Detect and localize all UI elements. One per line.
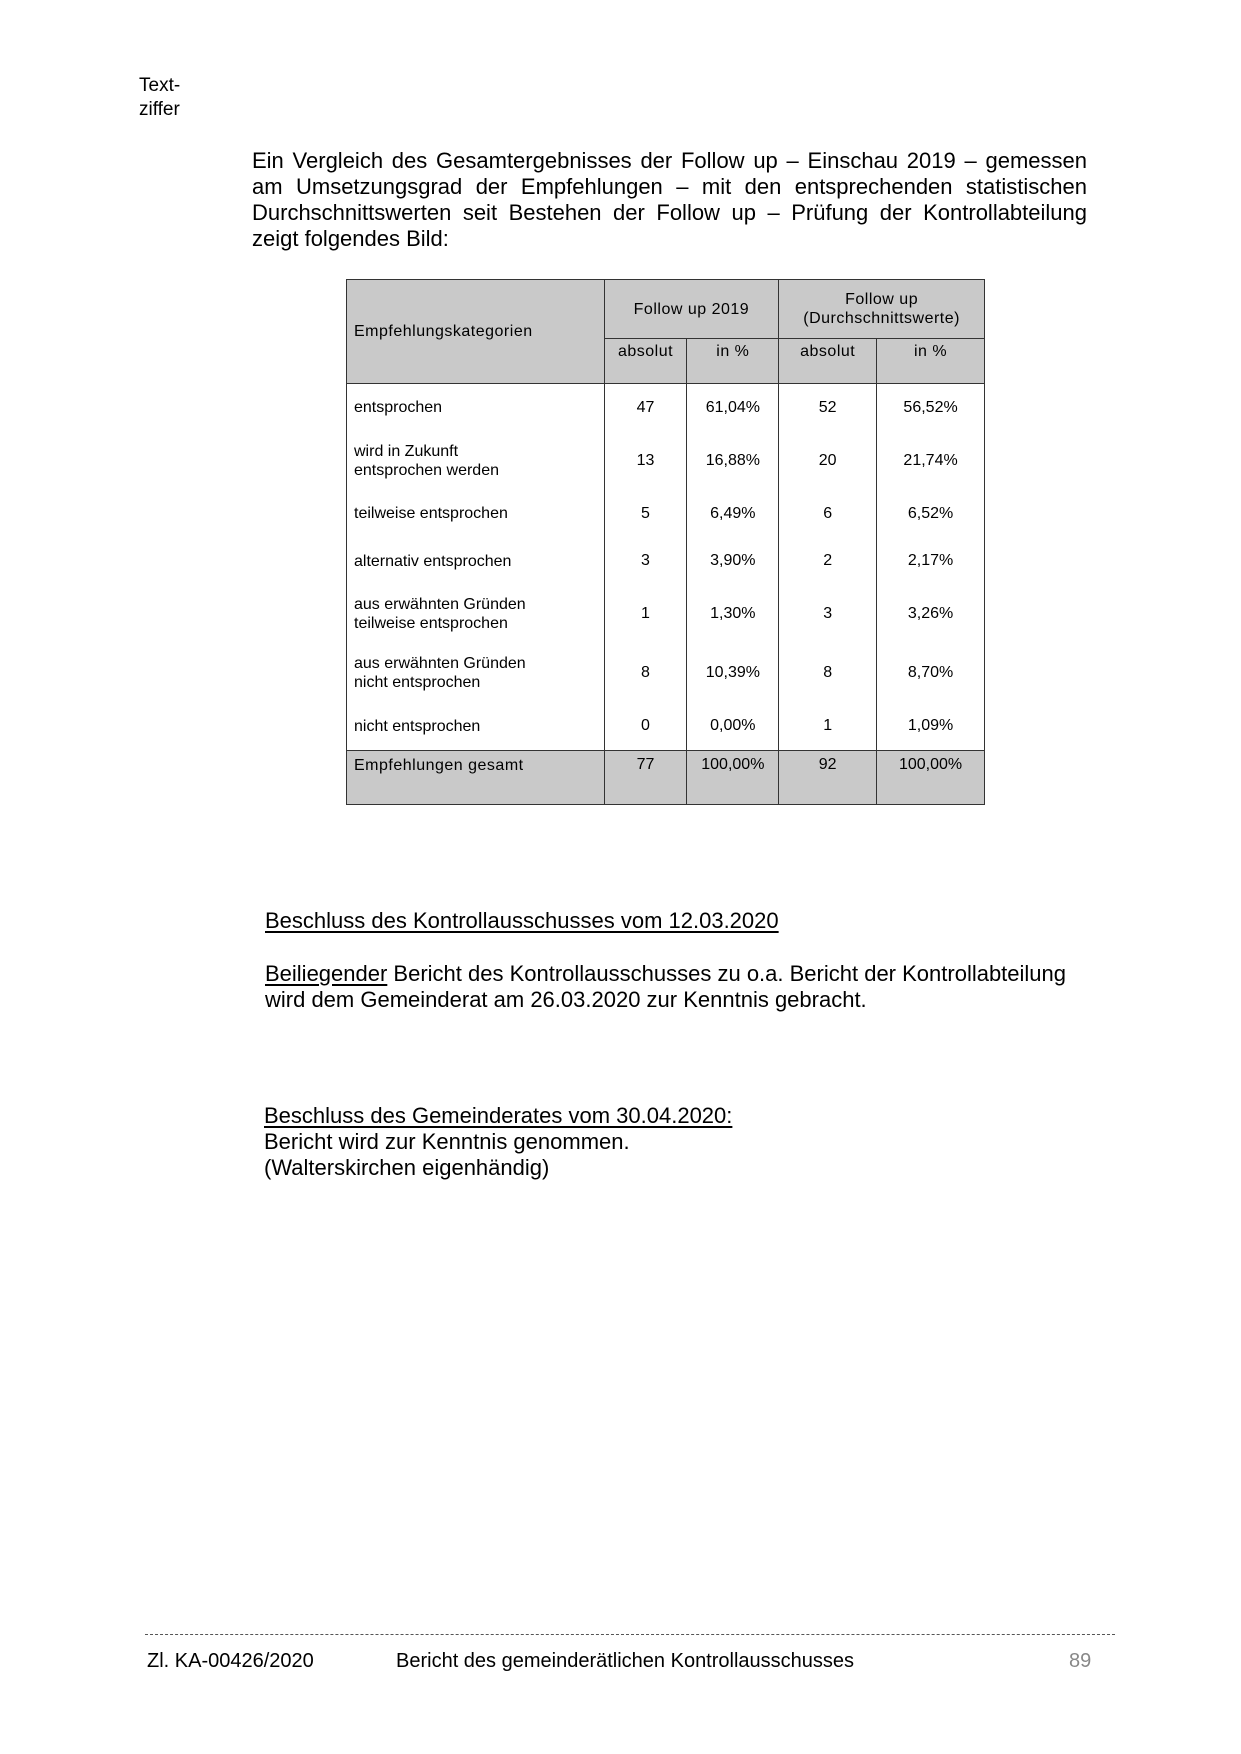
intro-paragraph: Ein Vergleich des Gesamtergebnisses der Follow up – Einschau 2019 – gemessen am Umsetzungsgrad der Empfehlungen – mit den entsprechenden statistischen Durchschnittswerten seit Bestehen der Follow up – Prüfung der Kontrollabteilung zeigt folgendes Bild:: [252, 148, 1087, 251]
subheader-percent-2019: in %: [687, 339, 779, 384]
row-category-line1: aus erwähnten Gründen: [354, 596, 526, 613]
table-row: [347, 703, 985, 751]
row-percent-average: 21,74%: [877, 432, 985, 490]
row-category: [347, 585, 605, 644]
table-row: [347, 384, 985, 432]
subheader-percent-average: in %: [877, 339, 985, 384]
row-absolut-2019: 5: [604, 490, 687, 538]
row-percent-2019: 16,88%: [687, 432, 779, 490]
row-percent-average: 3,26%: [877, 585, 985, 644]
row-percent-average: 56,52%: [877, 384, 985, 432]
row-percent-2019: 10,39%: [687, 644, 779, 703]
kontrollausschuss-heading: [265, 908, 779, 934]
table-body: [347, 384, 985, 751]
row-percent-2019: 1,30%: [687, 585, 779, 644]
row-absolut-2019: 13: [604, 432, 687, 490]
table-row: [347, 432, 985, 490]
row-absolut-2019: 47: [604, 384, 687, 432]
row-absolut-average: 6: [779, 490, 877, 538]
row-percent-average: 8,70%: [877, 644, 985, 703]
row-category: [347, 644, 605, 703]
total-absolut-average: 92: [779, 751, 877, 805]
row-percent-2019: 61,04%: [687, 384, 779, 432]
row-absolut-average: 20: [779, 432, 877, 490]
kontrollausschuss-line2: wird dem Gemeinderat am 26.03.2020 zur Kenntnis gebracht.: [265, 987, 867, 1012]
row-percent-average: 1,09%: [877, 703, 985, 751]
row-category-line2: entsprochen werden: [354, 461, 499, 479]
subheader-absolut-2019: absolut: [604, 339, 687, 384]
table-row: [347, 585, 985, 644]
row-category-line2: nicht entsprochen: [354, 674, 481, 691]
total-row: [347, 751, 985, 805]
group-header-followup-2019: [604, 280, 779, 339]
footer-title: Bericht des gemeinderätlichen Kontrollausschusses: [396, 1650, 855, 1672]
row-absolut-average: 52: [779, 384, 877, 432]
row-category-line1: alternativ entsprochen: [354, 552, 512, 570]
statistics-table: [346, 279, 985, 805]
row-absolut-average: 1: [779, 703, 877, 751]
table-row: [347, 490, 985, 538]
group-header-followup-average-line2: (Durchschnittswerte): [803, 310, 960, 327]
row-percent-2019: 3,90%: [687, 538, 779, 585]
total-percent-average: 100,00%: [877, 751, 985, 805]
kontrollausschuss-heading-text: Beschluss des Kontrollausschusses vom 12.03.2020: [265, 908, 779, 933]
total-percent-2019: 100,00%: [687, 751, 779, 805]
row-category-line2: teilweise entsprochen: [354, 615, 508, 632]
row-category: [347, 384, 605, 432]
row-absolut-2019: 3: [604, 538, 687, 585]
row-percent-2019: 6,49%: [687, 490, 779, 538]
row-category-line1: nicht entsprochen: [354, 717, 481, 735]
row-category: [347, 432, 605, 490]
group-header-followup-average: [779, 280, 985, 339]
kontrollausschuss-text: [265, 961, 1095, 1013]
row-category: [347, 538, 605, 585]
gemeinderat-line2: (Walterskirchen eigenhändig): [264, 1155, 550, 1180]
row-absolut-average: 3: [779, 585, 877, 644]
group-header-followup-2019-label: Follow up 2019: [633, 300, 750, 318]
total-absolut-2019: 77: [604, 751, 687, 805]
margin-label: [139, 74, 180, 122]
row-category: [347, 703, 605, 751]
row-percent-average: 2,17%: [877, 538, 985, 585]
gemeinderat-heading: Beschluss des Gemeinderates vom 30.04.2020:: [264, 1103, 733, 1128]
row-category-line1: wird in Zukunft: [354, 442, 459, 460]
row-category-line1: teilweise entsprochen: [354, 505, 508, 522]
row-category-line1: entsprochen: [354, 399, 443, 417]
row-category-line1: aus erwähnten Gründen: [354, 655, 526, 672]
row-absolut-2019: 8: [604, 644, 687, 703]
margin-label-line1: Text-: [139, 75, 181, 96]
row-percent-average: 6,52%: [877, 490, 985, 538]
row-category: [347, 490, 605, 538]
kontrollausschuss-lead-word: Beiliegender: [265, 961, 388, 986]
category-column-header: Empfehlungskategorien: [347, 280, 605, 384]
subheader-absolut-average: absolut: [779, 339, 877, 384]
row-absolut-2019: 1: [604, 585, 687, 644]
group-header-followup-average-line1: Follow up: [845, 291, 919, 308]
footer-reference: Zl. KA-00426/2020: [147, 1650, 314, 1672]
row-percent-2019: 0,00%: [687, 703, 779, 751]
gemeinderat-block: [264, 1103, 732, 1181]
table-row: [347, 644, 985, 703]
row-absolut-average: 8: [779, 644, 877, 703]
row-absolut-average: 2: [779, 538, 877, 585]
margin-label-line2: ziffer: [139, 99, 180, 120]
table-row: [347, 538, 985, 585]
row-absolut-2019: 0: [604, 703, 687, 751]
footer-divider: [145, 1634, 1115, 1635]
total-label: Empfehlungen gesamt: [347, 751, 605, 805]
kontrollausschuss-line1: Bericht des Kontrollausschusses zu o.a. Bericht der Kontrollabteilung: [387, 961, 1067, 986]
page-number: 89: [1069, 1650, 1092, 1672]
gemeinderat-line1: Bericht wird zur Kenntnis genommen.: [264, 1129, 630, 1154]
